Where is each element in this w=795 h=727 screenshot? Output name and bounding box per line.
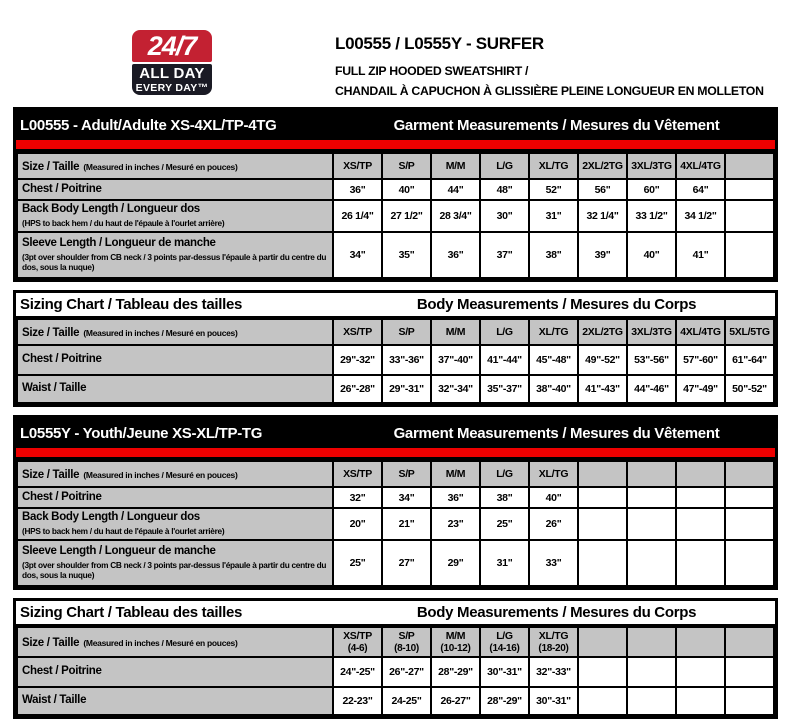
row-label-cell xyxy=(17,487,333,508)
brand-logo xyxy=(132,30,212,95)
product-code-title: L00555 / L0555Y - SURFER xyxy=(335,34,544,53)
garment-measurements-table xyxy=(13,415,778,590)
measurement-value-cell xyxy=(676,687,725,715)
column-header-cell: S/P xyxy=(382,153,431,179)
table-title-right: Garment Measurements / Mesures du Vêtement xyxy=(393,424,720,442)
measurement-value-cell: 61"-64" xyxy=(725,345,774,375)
measurement-value-cell xyxy=(725,540,774,586)
column-header-cell: XL/TG xyxy=(529,153,578,179)
measurement-value-cell: 31" xyxy=(529,200,578,232)
measurement-value-cell: 25" xyxy=(333,540,382,586)
column-header-cell: M/M xyxy=(431,461,480,487)
size-header-note: (Measured in inches / Mesuré en pouces) xyxy=(83,328,238,338)
garment-measurements-table xyxy=(13,107,778,282)
size-header-note: (Measured in inches / Mesuré en pouces) xyxy=(83,638,238,648)
column-header-cell xyxy=(676,461,725,487)
table-title-right: Garment Measurements / Mesures du Vêtement xyxy=(393,116,720,134)
red-accent-stripe xyxy=(16,448,775,460)
measurement-value-cell: 64" xyxy=(676,179,725,200)
measurement-value-cell: 47"-49" xyxy=(676,375,725,403)
measurement-value-cell: 40" xyxy=(627,232,676,278)
measurement-value-cell: 26 1/4" xyxy=(333,200,382,232)
page-header xyxy=(0,0,795,107)
measurement-value-cell: 30"-31" xyxy=(529,687,578,715)
measurement-value-cell xyxy=(725,232,774,278)
column-header-cell: 3XL/3TG xyxy=(627,153,676,179)
measurement-value-cell: 38" xyxy=(480,487,529,508)
measurement-value-cell: 29"-32" xyxy=(333,345,382,375)
measurement-value-cell: 40" xyxy=(529,487,578,508)
row-label: Waist / Taille xyxy=(22,382,87,395)
measurement-value-cell xyxy=(578,508,627,540)
table-row xyxy=(17,508,774,540)
column-header-cell: M/M xyxy=(431,319,480,345)
measurement-value-cell: 38" xyxy=(529,232,578,278)
measurement-value-cell: 23" xyxy=(431,508,480,540)
column-header-cell: S/P xyxy=(382,461,431,487)
measurement-value-cell: 37"-40" xyxy=(431,345,480,375)
row-label-cell xyxy=(17,345,333,375)
measurement-value-cell: 57"-60" xyxy=(676,345,725,375)
measurement-value-cell xyxy=(627,487,676,508)
measurement-value-cell xyxy=(578,540,627,586)
size-header-row xyxy=(17,627,774,657)
logo-all-day-text: ALL DAY xyxy=(139,64,205,82)
table-row xyxy=(17,687,774,715)
size-header-label: Size / Taille xyxy=(22,161,80,173)
column-header-sub: (10-12) xyxy=(440,643,471,654)
measurement-value-cell: 48" xyxy=(480,179,529,200)
column-header-cell: XL/TG xyxy=(529,461,578,487)
measurement-value-cell: 36" xyxy=(431,232,480,278)
row-label: Chest / Poitrine xyxy=(22,182,102,195)
measurement-value-cell: 52" xyxy=(529,179,578,200)
measurement-value-cell: 35"-37" xyxy=(480,375,529,403)
column-header-cell: 4XL/4TG xyxy=(676,153,725,179)
row-label: Chest / Poitrine xyxy=(22,490,102,503)
table-row xyxy=(17,487,774,508)
measurement-value-cell: 32 1/4" xyxy=(578,200,627,232)
measurement-value-cell xyxy=(725,657,774,687)
logo-24-7-text: 24/7 xyxy=(147,30,197,61)
measurement-value-cell xyxy=(627,540,676,586)
row-label-cell xyxy=(17,508,333,540)
column-header-cell: M/M xyxy=(431,153,480,179)
measurement-value-cell: 41"-43" xyxy=(578,375,627,403)
measurement-value-cell: 20" xyxy=(333,508,382,540)
column-header-sub: (8-10) xyxy=(394,643,419,654)
measurement-value-cell: 28"-29" xyxy=(480,687,529,715)
table-row xyxy=(17,657,774,687)
size-header-label: Size / Taille xyxy=(22,637,80,649)
measurement-value-cell: 38"-40" xyxy=(529,375,578,403)
measurement-value-cell: 22-23" xyxy=(333,687,382,715)
size-header-cell xyxy=(17,627,333,657)
measurement-value-cell: 40" xyxy=(382,179,431,200)
table-title-left: Sizing Chart / Tableau des tailles xyxy=(20,296,243,313)
measurement-value-cell: 28 3/4" xyxy=(431,200,480,232)
row-label-note: (3pt over shoulder from CB neck / 3 points par-dessus l'épaule à partir du centre du dos, sous la nuque) xyxy=(22,251,327,273)
measurements-grid xyxy=(16,152,775,279)
column-header-cell: XL/TG (18-20) xyxy=(529,627,578,657)
measurement-value-cell xyxy=(676,508,725,540)
measurement-value-cell: 29" xyxy=(431,540,480,586)
table-title-bar xyxy=(16,418,775,448)
column-header-cell: XS/TP xyxy=(333,153,382,179)
table-title-left: L00555 - Adult/Adulte XS-4XL/TP-4TG xyxy=(20,116,277,134)
column-header-cell: XS/TP xyxy=(333,461,382,487)
measurement-value-cell xyxy=(578,487,627,508)
column-header-cell xyxy=(578,461,627,487)
row-label-cell xyxy=(17,540,333,586)
measurement-value-cell xyxy=(627,687,676,715)
measurement-value-cell: 25" xyxy=(480,508,529,540)
measurement-value-cell: 37" xyxy=(480,232,529,278)
measurement-value-cell xyxy=(676,540,725,586)
row-label-cell xyxy=(17,687,333,715)
measurement-value-cell: 33 1/2" xyxy=(627,200,676,232)
measurement-value-cell: 31" xyxy=(480,540,529,586)
row-label: Chest / Poitrine xyxy=(22,665,102,678)
measurement-value-cell: 27" xyxy=(382,540,431,586)
measurement-value-cell: 27 1/2" xyxy=(382,200,431,232)
measurement-value-cell: 32"-33" xyxy=(529,657,578,687)
measurement-value-cell: 34" xyxy=(382,487,431,508)
measurement-value-cell: 45"-48" xyxy=(529,345,578,375)
size-header-note: (Measured in inches / Mesuré en pouces) xyxy=(83,162,238,172)
row-label: Back Body Length / Longueur dos xyxy=(22,203,200,216)
measurement-value-cell: 26"-27" xyxy=(382,657,431,687)
column-header-cell: XS/TP xyxy=(333,319,382,345)
row-label: Sleeve Length / Longueur de manche xyxy=(22,544,216,557)
table-title-left: Sizing Chart / Tableau des tailles xyxy=(20,604,243,621)
measurement-value-cell: 49"-52" xyxy=(578,345,627,375)
body-measurements-table xyxy=(13,290,778,407)
measurement-value-cell: 34 1/2" xyxy=(676,200,725,232)
product-subtitle-en: FULL ZIP HOODED SWEATSHIRT / xyxy=(335,64,529,78)
column-header-cell: L/G (14-16) xyxy=(480,627,529,657)
red-accent-stripe xyxy=(16,140,775,152)
column-header-cell xyxy=(578,627,627,657)
logo-all-day-badge xyxy=(132,64,212,95)
column-header-cell: 5XL/5TG xyxy=(725,319,774,345)
column-header-cell xyxy=(676,627,725,657)
logo-every-day-text: EVERY DAY™ xyxy=(135,81,209,94)
measurements-grid xyxy=(16,460,775,587)
table-row xyxy=(17,200,774,232)
measurement-value-cell: 29"-31" xyxy=(382,375,431,403)
measurement-value-cell xyxy=(725,200,774,232)
table-title-bar xyxy=(16,110,775,140)
measurement-value-cell xyxy=(627,657,676,687)
measurement-value-cell: 41"-44" xyxy=(480,345,529,375)
row-label-cell xyxy=(17,657,333,687)
measurement-value-cell: 50"-52" xyxy=(725,375,774,403)
measurements-grid xyxy=(16,626,775,716)
measurement-value-cell: 33"-36" xyxy=(382,345,431,375)
column-header-cell: 2XL/2TG xyxy=(578,319,627,345)
column-header-cell: L/G xyxy=(480,153,529,179)
size-header-cell xyxy=(17,461,333,487)
column-header-cell xyxy=(627,461,676,487)
column-header-cell: S/P xyxy=(382,319,431,345)
row-label-note: (3pt over shoulder from CB neck / 3 points par-dessus l'épaule à partir du centre du dos, sous la nuque) xyxy=(22,559,327,581)
measurement-value-cell: 26"-28" xyxy=(333,375,382,403)
column-header-sub: (4-6) xyxy=(347,643,368,654)
table-row xyxy=(17,179,774,200)
measurement-value-cell: 34" xyxy=(333,232,382,278)
table-title-row xyxy=(16,293,775,318)
row-label: Back Body Length / Longueur dos xyxy=(22,511,200,524)
measurement-value-cell xyxy=(725,508,774,540)
column-header-cell: 2XL/2TG xyxy=(578,153,627,179)
size-header-cell xyxy=(17,153,333,179)
measurement-value-cell: 26" xyxy=(529,508,578,540)
measurement-value-cell: 33" xyxy=(529,540,578,586)
product-subtitle-fr: CHANDAIL À CAPUCHON À GLISSIÈRE PLEINE LONGUEUR EN MOLLETON xyxy=(335,83,764,98)
body-measurements-table xyxy=(13,598,778,719)
row-label-note: (HPS to back hem / du haut de l'épaule à l'ourlet arrière) xyxy=(22,218,225,228)
row-label-note: (HPS to back hem / du haut de l'épaule à l'ourlet arrière) xyxy=(22,526,225,536)
column-header-sub: (18-20) xyxy=(538,643,569,654)
measurement-value-cell: 24-25" xyxy=(382,687,431,715)
measurement-value-cell: 44" xyxy=(431,179,480,200)
size-header-note: (Measured in inches / Mesuré en pouces) xyxy=(83,470,238,480)
size-header-row xyxy=(17,319,774,345)
measurement-value-cell: 30" xyxy=(480,200,529,232)
column-header-sub: (14-16) xyxy=(489,643,520,654)
column-header-cell: 3XL/3TG xyxy=(627,319,676,345)
table-row xyxy=(17,232,774,278)
column-header-cell xyxy=(725,153,774,179)
size-header-label: Size / Taille xyxy=(22,469,80,481)
column-header-cell: L/G xyxy=(480,461,529,487)
row-label: Sleeve Length / Longueur de manche xyxy=(22,236,216,249)
column-header-cell xyxy=(725,627,774,657)
measurement-value-cell: 26-27" xyxy=(431,687,480,715)
measurement-value-cell xyxy=(725,487,774,508)
measurement-value-cell: 56" xyxy=(578,179,627,200)
row-label-cell xyxy=(17,375,333,403)
size-header-label: Size / Taille xyxy=(22,327,80,339)
measurement-value-cell xyxy=(725,179,774,200)
column-header-cell xyxy=(725,461,774,487)
table-title-row xyxy=(16,601,775,626)
tables xyxy=(13,107,778,719)
row-label: Chest / Poitrine xyxy=(22,353,102,366)
product-titles xyxy=(335,34,764,101)
measurement-value-cell: 30"-31" xyxy=(480,657,529,687)
measurement-value-cell xyxy=(725,687,774,715)
column-header-cell: XS/TP (4-6) xyxy=(333,627,382,657)
measurement-value-cell: 36" xyxy=(431,487,480,508)
size-header-cell xyxy=(17,319,333,345)
measurement-value-cell: 60" xyxy=(627,179,676,200)
measurement-value-cell: 44"-46" xyxy=(627,375,676,403)
measurement-value-cell: 28"-29" xyxy=(431,657,480,687)
measurement-value-cell: 41" xyxy=(676,232,725,278)
measurements-grid xyxy=(16,318,775,404)
measurement-value-cell: 39" xyxy=(578,232,627,278)
measurement-value-cell xyxy=(676,657,725,687)
measurement-value-cell xyxy=(578,657,627,687)
column-header-cell xyxy=(627,627,676,657)
measurement-value-cell: 32" xyxy=(333,487,382,508)
size-header-row xyxy=(17,153,774,179)
column-header-cell: L/G xyxy=(480,319,529,345)
logo-24-7-badge xyxy=(132,30,212,62)
table-row xyxy=(17,345,774,375)
table-title-right: Body Measurements / Mesures du Corps xyxy=(416,604,697,621)
row-label: Waist / Taille xyxy=(22,694,87,707)
table-row xyxy=(17,375,774,403)
measurement-value-cell: 24"-25" xyxy=(333,657,382,687)
row-label-cell xyxy=(17,232,333,278)
measurement-value-cell: 21" xyxy=(382,508,431,540)
measurement-value-cell xyxy=(627,508,676,540)
column-header-cell: 4XL/4TG xyxy=(676,319,725,345)
column-header-cell: XL/TG xyxy=(529,319,578,345)
size-header-row xyxy=(17,461,774,487)
table-row xyxy=(17,540,774,586)
measurement-value-cell xyxy=(676,487,725,508)
measurement-value-cell: 32"-34" xyxy=(431,375,480,403)
row-label-cell xyxy=(17,179,333,200)
row-label-cell xyxy=(17,200,333,232)
measurement-value-cell: 36" xyxy=(333,179,382,200)
column-header-cell: M/M (10-12) xyxy=(431,627,480,657)
table-title-left: L0555Y - Youth/Jeune XS-XL/TP-TG xyxy=(20,424,263,442)
table-title-right: Body Measurements / Mesures du Corps xyxy=(416,296,697,313)
measurement-value-cell: 53"-56" xyxy=(627,345,676,375)
measurement-value-cell xyxy=(578,687,627,715)
measurement-value-cell: 35" xyxy=(382,232,431,278)
column-header-cell: S/P (8-10) xyxy=(382,627,431,657)
